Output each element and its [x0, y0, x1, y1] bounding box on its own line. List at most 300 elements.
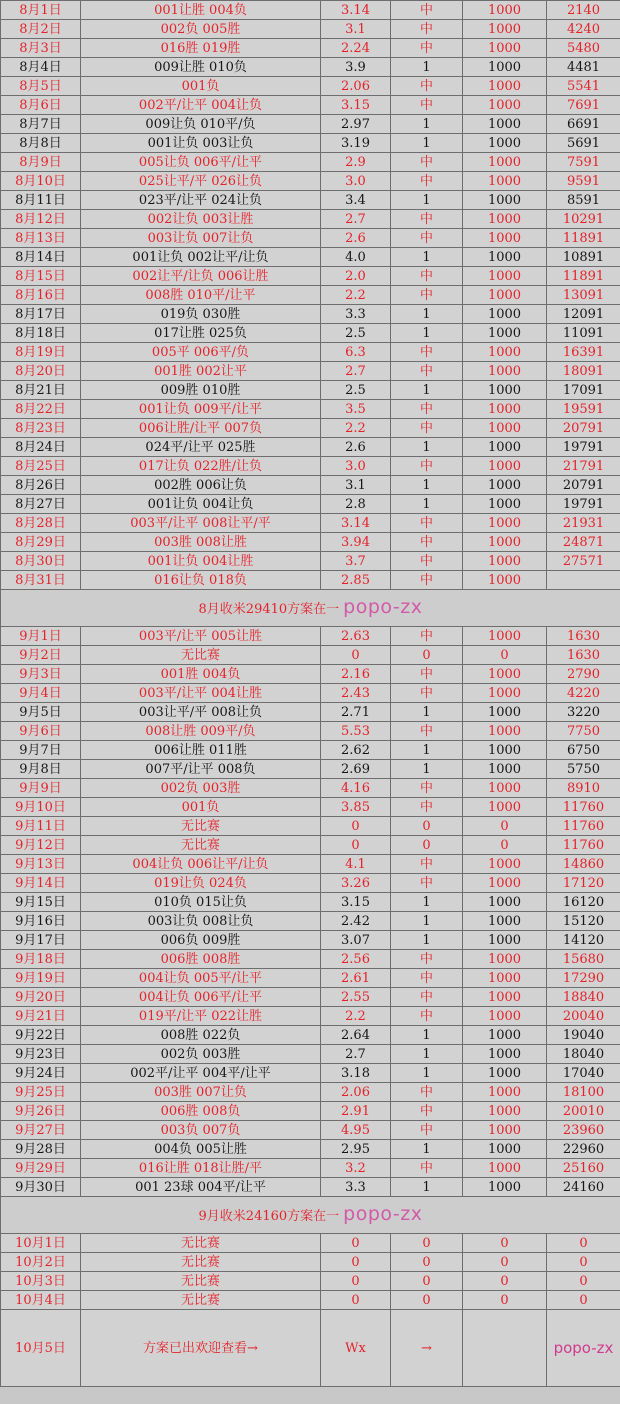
plan-cell: 002负 003胜	[81, 1045, 321, 1064]
stake-cell: 1000	[463, 39, 547, 58]
date-cell: 9月10日	[1, 798, 81, 817]
result-cell: 中	[391, 514, 463, 533]
date-cell: 9月22日	[1, 1026, 81, 1045]
result-cell: 中	[391, 1159, 463, 1178]
result-cell: 0	[391, 817, 463, 836]
date-cell: 8月3日	[1, 39, 81, 58]
date-cell: 9月13日	[1, 855, 81, 874]
plan-cell: 010负 015让负	[81, 893, 321, 912]
result-cell: 中	[391, 855, 463, 874]
plan-cell: 004负 005让胜	[81, 1140, 321, 1159]
odds-cell: 3.19	[321, 134, 391, 153]
stake-cell: 1000	[463, 533, 547, 552]
stake-cell: 1000	[463, 874, 547, 893]
stake-cell: 1000	[463, 969, 547, 988]
result-cell: 0	[391, 1253, 463, 1272]
balance-cell: 10291	[547, 210, 620, 229]
balance-cell: 14120	[547, 931, 620, 950]
stake-cell: 1000	[463, 1, 547, 20]
result-cell: 中	[391, 684, 463, 703]
stake-cell: 1000	[463, 665, 547, 684]
plan-cell: 024平/让平 025胜	[81, 438, 321, 457]
plan-cell: 001胜 002让平	[81, 362, 321, 381]
date-cell: 9月28日	[1, 1140, 81, 1159]
date-cell: 8月6日	[1, 96, 81, 115]
record-row	[1, 779, 620, 798]
date-cell: 8月8日	[1, 134, 81, 153]
stake-cell: 1000	[463, 931, 547, 950]
stake-cell: 1000	[463, 627, 547, 646]
balance-cell: 11760	[547, 798, 620, 817]
plan-cell: 001让负 004让负	[81, 495, 321, 514]
arrow-cell: →	[391, 1310, 463, 1387]
stake-cell: 1000	[463, 172, 547, 191]
date-cell: 8月12日	[1, 210, 81, 229]
stake-cell: 1000	[463, 1026, 547, 1045]
date-cell: 9月18日	[1, 950, 81, 969]
result-cell: 1	[391, 495, 463, 514]
plan-cell: 003平/让平 005让胜	[81, 627, 321, 646]
plan-cell: 无比赛	[81, 1253, 321, 1272]
date-cell: 9月1日	[1, 627, 81, 646]
date-cell: 8月27日	[1, 495, 81, 514]
record-row	[1, 627, 620, 646]
final-row	[1, 1310, 620, 1387]
month-summary-row	[1, 590, 620, 627]
result-cell: 中	[391, 665, 463, 684]
plan-cell: 001胜 004负	[81, 665, 321, 684]
result-cell: 中	[391, 343, 463, 362]
result-cell: 1	[391, 134, 463, 153]
balance-cell: 12091	[547, 305, 620, 324]
plan-cell: 002让平/让负 006让胜	[81, 267, 321, 286]
date-cell: 8月22日	[1, 400, 81, 419]
stake-cell: 1000	[463, 191, 547, 210]
odds-cell: 0	[321, 836, 391, 855]
odds-cell: 2.5	[321, 324, 391, 343]
record-row	[1, 684, 620, 703]
odds-cell: 2.56	[321, 950, 391, 969]
record-row	[1, 134, 620, 153]
date-cell: 8月7日	[1, 115, 81, 134]
result-cell: 1	[391, 58, 463, 77]
balance-cell: 7750	[547, 722, 620, 741]
plan-cell: 008让胜 009平/负	[81, 722, 321, 741]
balance-cell: 4481	[547, 58, 620, 77]
plan-cell: 007平/让平 008负	[81, 760, 321, 779]
balance-cell: 19791	[547, 495, 620, 514]
date-cell: 8月5日	[1, 77, 81, 96]
date-cell: 8月26日	[1, 476, 81, 495]
result-cell: 1	[391, 893, 463, 912]
plan-cell: 019负 030胜	[81, 305, 321, 324]
date-cell: 9月6日	[1, 722, 81, 741]
date-cell: 8月29日	[1, 533, 81, 552]
result-cell: 中	[391, 457, 463, 476]
stake-cell: 1000	[463, 798, 547, 817]
plan-cell: 006让胜/让平 007负	[81, 419, 321, 438]
plan-cell: 006胜 008胜	[81, 950, 321, 969]
date-cell: 9月17日	[1, 931, 81, 950]
plan-cell: 004让负 005平/让平	[81, 969, 321, 988]
record-row	[1, 874, 620, 893]
stake-cell: 1000	[463, 684, 547, 703]
date-cell: 8月1日	[1, 1, 81, 20]
stake-cell: 1000	[463, 20, 547, 39]
balance-cell: 2790	[547, 665, 620, 684]
record-row	[1, 495, 620, 514]
record-row	[1, 798, 620, 817]
contact-cell: Wx	[321, 1310, 391, 1387]
plan-cell: 方案已出欢迎查看→	[81, 1310, 321, 1387]
date-cell: 8月13日	[1, 229, 81, 248]
record-row	[1, 267, 620, 286]
odds-cell: 2.42	[321, 912, 391, 931]
record-row	[1, 817, 620, 836]
stake-cell: 1000	[463, 115, 547, 134]
record-row	[1, 1064, 620, 1083]
stake-cell: 1000	[463, 1007, 547, 1026]
stake-cell: 1000	[463, 779, 547, 798]
balance-cell: 7591	[547, 153, 620, 172]
odds-cell: 2.69	[321, 760, 391, 779]
stake-cell: 1000	[463, 229, 547, 248]
result-cell: 中	[391, 798, 463, 817]
plan-cell: 001让负 003让负	[81, 134, 321, 153]
result-cell: 中	[391, 571, 463, 590]
odds-cell: 0	[321, 817, 391, 836]
balance-cell: 0	[547, 1234, 620, 1253]
result-cell: 中	[391, 419, 463, 438]
date-cell: 8月16日	[1, 286, 81, 305]
plan-cell: 019平/让平 022让胜	[81, 1007, 321, 1026]
plan-cell: 008胜 010平/让平	[81, 286, 321, 305]
balance-cell: 23960	[547, 1121, 620, 1140]
plan-cell: 001让负 009平/让平	[81, 400, 321, 419]
record-row	[1, 912, 620, 931]
stake-cell: 1000	[463, 96, 547, 115]
plan-cell: 003让平/平 008让负	[81, 703, 321, 722]
balance-cell: 6750	[547, 741, 620, 760]
balance-cell	[547, 571, 620, 590]
record-row	[1, 1026, 620, 1045]
odds-cell: 2.63	[321, 627, 391, 646]
result-cell: 中	[391, 286, 463, 305]
record-row	[1, 1, 620, 20]
result-cell: 1	[391, 1026, 463, 1045]
stake-cell: 1000	[463, 457, 547, 476]
record-row	[1, 760, 620, 779]
plan-cell: 002胜 006让负	[81, 476, 321, 495]
date-cell: 8月24日	[1, 438, 81, 457]
record-row	[1, 191, 620, 210]
date-cell: 9月27日	[1, 1121, 81, 1140]
stake-cell	[463, 1310, 547, 1387]
result-cell: 中	[391, 1, 463, 20]
odds-cell: 3.14	[321, 514, 391, 533]
date-cell: 10月1日	[1, 1234, 81, 1253]
plan-cell: 001让负 002让平/让负	[81, 248, 321, 267]
plan-cell: 004让负 006平/让平	[81, 988, 321, 1007]
plan-cell: 025让平/平 026让负	[81, 172, 321, 191]
plan-cell: 016让负 018负	[81, 571, 321, 590]
odds-cell: 3.7	[321, 552, 391, 571]
date-cell: 8月20日	[1, 362, 81, 381]
date-cell: 8月11日	[1, 191, 81, 210]
date-cell: 9月2日	[1, 646, 81, 665]
balance-cell: 16120	[547, 893, 620, 912]
result-cell: 中	[391, 969, 463, 988]
odds-cell: 4.0	[321, 248, 391, 267]
plan-cell: 002负 003胜	[81, 779, 321, 798]
odds-cell: 4.95	[321, 1121, 391, 1140]
date-cell: 8月18日	[1, 324, 81, 343]
record-row	[1, 1102, 620, 1121]
balance-cell: 5691	[547, 134, 620, 153]
date-cell: 8月23日	[1, 419, 81, 438]
result-cell: 1	[391, 115, 463, 134]
result-cell: 1	[391, 703, 463, 722]
plan-cell: 009让胜 010负	[81, 58, 321, 77]
plan-cell: 无比赛	[81, 1291, 321, 1310]
record-row	[1, 1140, 620, 1159]
stake-cell: 1000	[463, 1140, 547, 1159]
result-cell: 1	[391, 760, 463, 779]
brand-cell: popo-zx	[547, 1310, 620, 1387]
date-cell: 8月2日	[1, 20, 81, 39]
record-row	[1, 514, 620, 533]
odds-cell: 0	[321, 1291, 391, 1310]
record-row	[1, 381, 620, 400]
balance-cell: 11091	[547, 324, 620, 343]
odds-cell: 2.62	[321, 741, 391, 760]
month-summary-row	[1, 1197, 620, 1234]
result-cell: 中	[391, 552, 463, 571]
plan-cell: 005平 006平/负	[81, 343, 321, 362]
record-row	[1, 969, 620, 988]
balance-cell: 24871	[547, 533, 620, 552]
record-row	[1, 1007, 620, 1026]
date-cell: 8月14日	[1, 248, 81, 267]
result-cell: 中	[391, 362, 463, 381]
odds-cell: 2.71	[321, 703, 391, 722]
plan-cell: 003负 007负	[81, 1121, 321, 1140]
odds-cell: 2.91	[321, 1102, 391, 1121]
balance-cell: 8591	[547, 191, 620, 210]
plan-cell: 016胜 019胜	[81, 39, 321, 58]
plan-cell: 001让负 004让胜	[81, 552, 321, 571]
result-cell: 0	[391, 836, 463, 855]
date-cell: 9月19日	[1, 969, 81, 988]
balance-cell: 18100	[547, 1083, 620, 1102]
result-cell: 0	[391, 1291, 463, 1310]
plan-cell: 005让负 006平/让平	[81, 153, 321, 172]
record-row	[1, 646, 620, 665]
result-cell: 中	[391, 950, 463, 969]
balance-cell: 20791	[547, 419, 620, 438]
stake-cell: 1000	[463, 362, 547, 381]
balance-cell: 5750	[547, 760, 620, 779]
result-cell: 1	[391, 1178, 463, 1197]
odds-cell: 0	[321, 646, 391, 665]
plan-cell: 003平/让平 004让胜	[81, 684, 321, 703]
record-row	[1, 115, 620, 134]
odds-cell: 3.18	[321, 1064, 391, 1083]
date-cell: 9月5日	[1, 703, 81, 722]
stake-cell: 0	[463, 1272, 547, 1291]
date-cell: 10月4日	[1, 1291, 81, 1310]
date-cell: 9月29日	[1, 1159, 81, 1178]
plan-cell: 001 23球 004平/让平	[81, 1178, 321, 1197]
date-cell: 9月23日	[1, 1045, 81, 1064]
balance-cell: 10891	[547, 248, 620, 267]
balance-cell: 20010	[547, 1102, 620, 1121]
result-cell: 1	[391, 476, 463, 495]
record-row	[1, 229, 620, 248]
plan-cell: 003平/让平 008让平/平	[81, 514, 321, 533]
result-cell: 中	[391, 779, 463, 798]
plan-cell: 016让胜 018让胜/平	[81, 1159, 321, 1178]
balance-cell: 16391	[547, 343, 620, 362]
balance-cell: 13091	[547, 286, 620, 305]
record-row	[1, 362, 620, 381]
odds-cell: 3.3	[321, 1178, 391, 1197]
result-cell: 中	[391, 874, 463, 893]
result-cell: 1	[391, 1045, 463, 1064]
record-row	[1, 931, 620, 950]
record-row	[1, 77, 620, 96]
record-row	[1, 703, 620, 722]
date-cell: 8月15日	[1, 267, 81, 286]
balance-cell: 25160	[547, 1159, 620, 1178]
date-cell: 8月25日	[1, 457, 81, 476]
record-row	[1, 571, 620, 590]
stake-cell: 1000	[463, 153, 547, 172]
brand-tag: popo-zx	[343, 1202, 423, 1225]
record-row	[1, 741, 620, 760]
odds-cell: 3.4	[321, 191, 391, 210]
balance-cell: 0	[547, 1291, 620, 1310]
balance-cell: 11760	[547, 817, 620, 836]
balance-cell: 21791	[547, 457, 620, 476]
result-cell: 中	[391, 39, 463, 58]
plan-cell: 009胜 010胜	[81, 381, 321, 400]
result-cell: 中	[391, 153, 463, 172]
odds-cell: 3.15	[321, 893, 391, 912]
balance-cell: 11891	[547, 267, 620, 286]
balance-cell: 5541	[547, 77, 620, 96]
stake-cell: 1000	[463, 1102, 547, 1121]
record-row	[1, 286, 620, 305]
stake-cell: 1000	[463, 703, 547, 722]
plan-cell: 002负 005胜	[81, 20, 321, 39]
balance-cell: 4220	[547, 684, 620, 703]
odds-cell: 3.14	[321, 1, 391, 20]
balance-cell: 9591	[547, 172, 620, 191]
odds-cell: 3.15	[321, 96, 391, 115]
record-row	[1, 305, 620, 324]
odds-cell: 2.0	[321, 267, 391, 286]
plan-cell: 001负	[81, 798, 321, 817]
record-row	[1, 58, 620, 77]
brand-tag: popo-zx	[343, 595, 423, 618]
odds-cell: 3.0	[321, 172, 391, 191]
stake-cell: 1000	[463, 893, 547, 912]
odds-cell: 2.7	[321, 362, 391, 381]
odds-cell: 2.7	[321, 1045, 391, 1064]
record-row	[1, 1083, 620, 1102]
stake-cell: 1000	[463, 134, 547, 153]
balance-cell: 0	[547, 1272, 620, 1291]
date-cell: 9月30日	[1, 1178, 81, 1197]
record-row	[1, 1045, 620, 1064]
balance-cell: 15680	[547, 950, 620, 969]
record-row	[1, 419, 620, 438]
stake-cell: 1000	[463, 476, 547, 495]
plan-cell: 006负 009胜	[81, 931, 321, 950]
result-cell: 中	[391, 267, 463, 286]
plan-cell: 004让负 006让平/让负	[81, 855, 321, 874]
odds-cell: 2.8	[321, 495, 391, 514]
plan-cell: 003胜 007让负	[81, 1083, 321, 1102]
date-cell: 8月17日	[1, 305, 81, 324]
stake-cell: 1000	[463, 988, 547, 1007]
plan-cell: 006让胜 011胜	[81, 741, 321, 760]
result-cell: 1	[391, 931, 463, 950]
record-row	[1, 533, 620, 552]
stake-cell: 0	[463, 646, 547, 665]
plan-cell: 017让负 022胜/让负	[81, 457, 321, 476]
record-row	[1, 20, 620, 39]
odds-cell: 3.1	[321, 476, 391, 495]
balance-cell: 17120	[547, 874, 620, 893]
date-cell: 9月11日	[1, 817, 81, 836]
result-cell: 1	[391, 305, 463, 324]
balance-cell: 6691	[547, 115, 620, 134]
result-cell: 1	[391, 381, 463, 400]
stake-cell: 0	[463, 1234, 547, 1253]
balance-cell: 4240	[547, 20, 620, 39]
odds-cell: 2.9	[321, 153, 391, 172]
date-cell: 9月15日	[1, 893, 81, 912]
odds-cell: 2.64	[321, 1026, 391, 1045]
result-cell: 1	[391, 438, 463, 457]
record-row	[1, 343, 620, 362]
result-cell: 中	[391, 988, 463, 1007]
date-cell: 10月5日	[1, 1310, 81, 1387]
date-cell: 10月2日	[1, 1253, 81, 1272]
balance-cell: 1630	[547, 646, 620, 665]
stake-cell: 0	[463, 817, 547, 836]
odds-cell: 3.3	[321, 305, 391, 324]
odds-cell: 4.16	[321, 779, 391, 798]
plan-cell: 001让胜 004负	[81, 1, 321, 20]
stake-cell: 1000	[463, 495, 547, 514]
stake-cell: 1000	[463, 1178, 547, 1197]
balance-cell: 19791	[547, 438, 620, 457]
plan-cell: 无比赛	[81, 1234, 321, 1253]
record-row	[1, 1272, 620, 1291]
record-row	[1, 457, 620, 476]
balance-cell: 19591	[547, 400, 620, 419]
result-cell: 中	[391, 210, 463, 229]
date-cell: 9月3日	[1, 665, 81, 684]
date-cell: 9月20日	[1, 988, 81, 1007]
record-row	[1, 1159, 620, 1178]
plan-cell: 002平/让平 004平/让平	[81, 1064, 321, 1083]
record-row	[1, 836, 620, 855]
date-cell: 8月28日	[1, 514, 81, 533]
